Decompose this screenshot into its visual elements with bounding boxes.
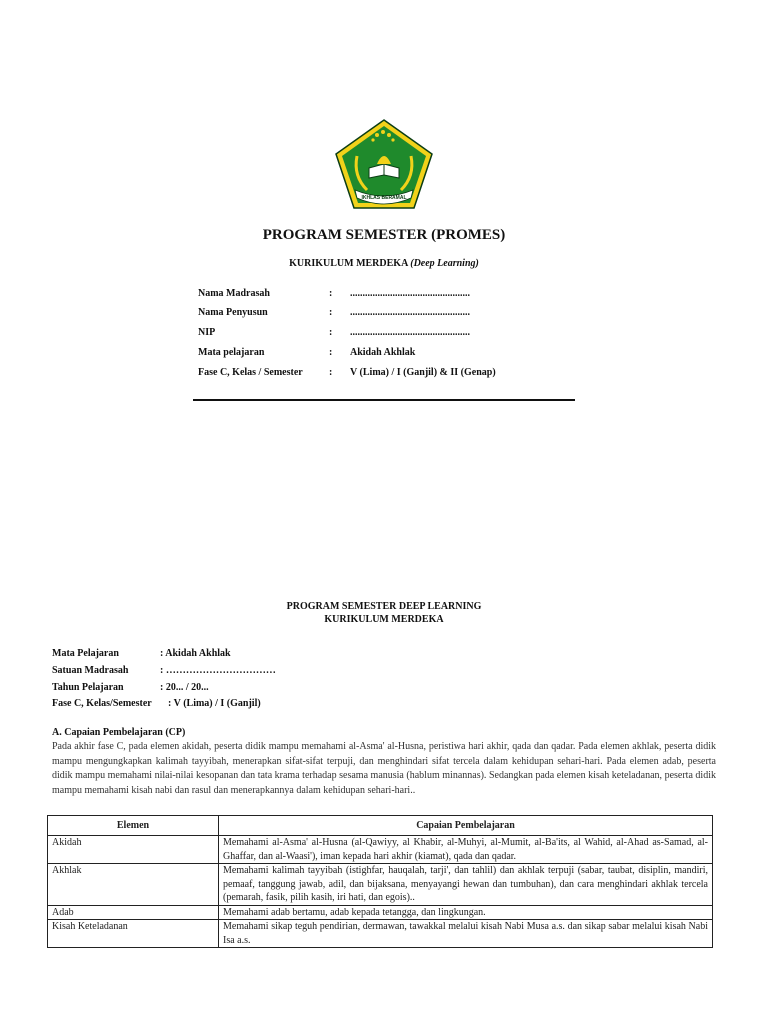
info-value: : V (Lima) / I (Ganjil) — [168, 698, 261, 709]
cover-value: Akidah Akhlak — [350, 347, 416, 358]
cover-label: Fase C, Kelas / Semester — [198, 367, 303, 378]
cell-capaian: Memahami kalimah tayyibah (istighfar, hauqalah, tarji', dan tahlil) dan akhlak terpuji (sabar, taubat, disiplin, mandiri, pemaaf, tanggung jawab, adil, dan bijaksana, menyayangi hewan dan tumbuhan), dan cara menghindari akhlak tercela (pemarah, fasik, pilih kasih, iri hati, dan egois).. — [219, 864, 713, 906]
cover-value: ................................................ — [350, 327, 470, 338]
info-value: : Akidah Akhlak — [160, 648, 231, 659]
cover-colon: : — [329, 347, 333, 358]
cp-paragraph: Pada akhir fase C, pada elemen akidah, peserta didik mampu memahami al-Asma' al-Husna, peristiwa hari akhir, qada dan qadar. Pada elemen akhlak, peserta didik mampu mengungkapkan kalimah tayyibah, menerapkan sifat-sifat terpuji, dan menghindari sifat tercela dalam kehidupan sehari-hari. Pada elemen adab, peserta didik mampu memahami nilai-nilai kesopanan dan tata krama terhadap sesama manusia (hablum minannas). Sedangkan pada elemen kisah keteladanan, peserta didik mampu memahami kisah nabi dan rasul dan menerapkannya dalam kehidupan sehari-hari.. — [52, 741, 716, 796]
cover-label: Mata pelajaran — [198, 347, 265, 358]
cell-capaian: Memahami al-Asma' al-Husna (al-Qawiyy, al Khabir, al-Muhyi, al-Mumit, al-Ba'its, al Wahid, al-Ahad as-Samad, al-Ghaffar, dan al-Waasi'), iman kepada hari akhir (kiamat), qada dan qadar. — [219, 836, 713, 864]
cp-heading: A. Capaian Pembelajaran (CP) — [52, 727, 186, 738]
table-row — [48, 905, 713, 920]
table-row — [48, 836, 713, 864]
cover-colon: : — [329, 288, 333, 299]
cover-value: ................................................ — [350, 288, 470, 299]
cover-divider — [193, 399, 575, 401]
subtitle-main: KURIKULUM MERDEKA — [289, 258, 408, 269]
table-row — [48, 920, 713, 948]
logo-banner-text: IKHLAS BERAMAL — [361, 195, 407, 201]
info-label: Fase C, Kelas/Semester — [52, 698, 152, 709]
cover-value: V (Lima) / I (Ganjil) & II (Genap) — [350, 367, 496, 378]
kemenag-logo-icon — [333, 118, 435, 210]
section-title — [0, 600, 768, 626]
cover-label: Nama Madrasah — [198, 288, 270, 299]
header-capaian: Capaian Pembelajaran — [219, 816, 713, 836]
cover-value: ................................................ — [350, 307, 470, 318]
cell-elemen: Akidah — [48, 836, 219, 864]
cover-label: Nama Penyusun — [198, 307, 268, 318]
curriculum-subtitle — [0, 258, 768, 269]
table-header-row — [48, 816, 713, 836]
cp-table — [47, 815, 713, 948]
cell-elemen: Adab — [48, 905, 219, 920]
subtitle-italic: (Deep Learning) — [410, 258, 479, 269]
header-elemen: Elemen — [48, 816, 219, 836]
cover-colon: : — [329, 307, 333, 318]
table-row — [48, 864, 713, 906]
info-label: Satuan Madrasah — [52, 665, 129, 676]
cell-capaian: Memahami sikap teguh pendirian, dermawan, tawakkal melalui kisah Nabi Musa a.s. dan sikap sabar melalui kisah Nabi Isa a.s. — [219, 920, 713, 948]
cell-capaian: Memahami adab bertamu, adab kepada tetangga, dan lingkungan. — [219, 905, 713, 920]
info-value: : 20... / 20... — [160, 682, 209, 693]
cover-label: NIP — [198, 327, 216, 338]
section-title-line1: PROGRAM SEMESTER DEEP LEARNING — [286, 601, 482, 612]
cell-elemen: Akhlak — [48, 864, 219, 906]
info-value: : …………………………… — [160, 665, 276, 676]
info-label: Mata Pelajaran — [52, 648, 119, 659]
info-label: Tahun Pelajaran — [52, 682, 124, 693]
cover-colon: : — [329, 327, 333, 338]
document-title: PROGRAM SEMESTER (PROMES) — [262, 227, 506, 243]
cell-elemen: Kisah Keteladanan — [48, 920, 219, 948]
cover-colon: : — [329, 367, 333, 378]
section-title-line2: KURIKULUM MERDEKA — [324, 614, 444, 625]
